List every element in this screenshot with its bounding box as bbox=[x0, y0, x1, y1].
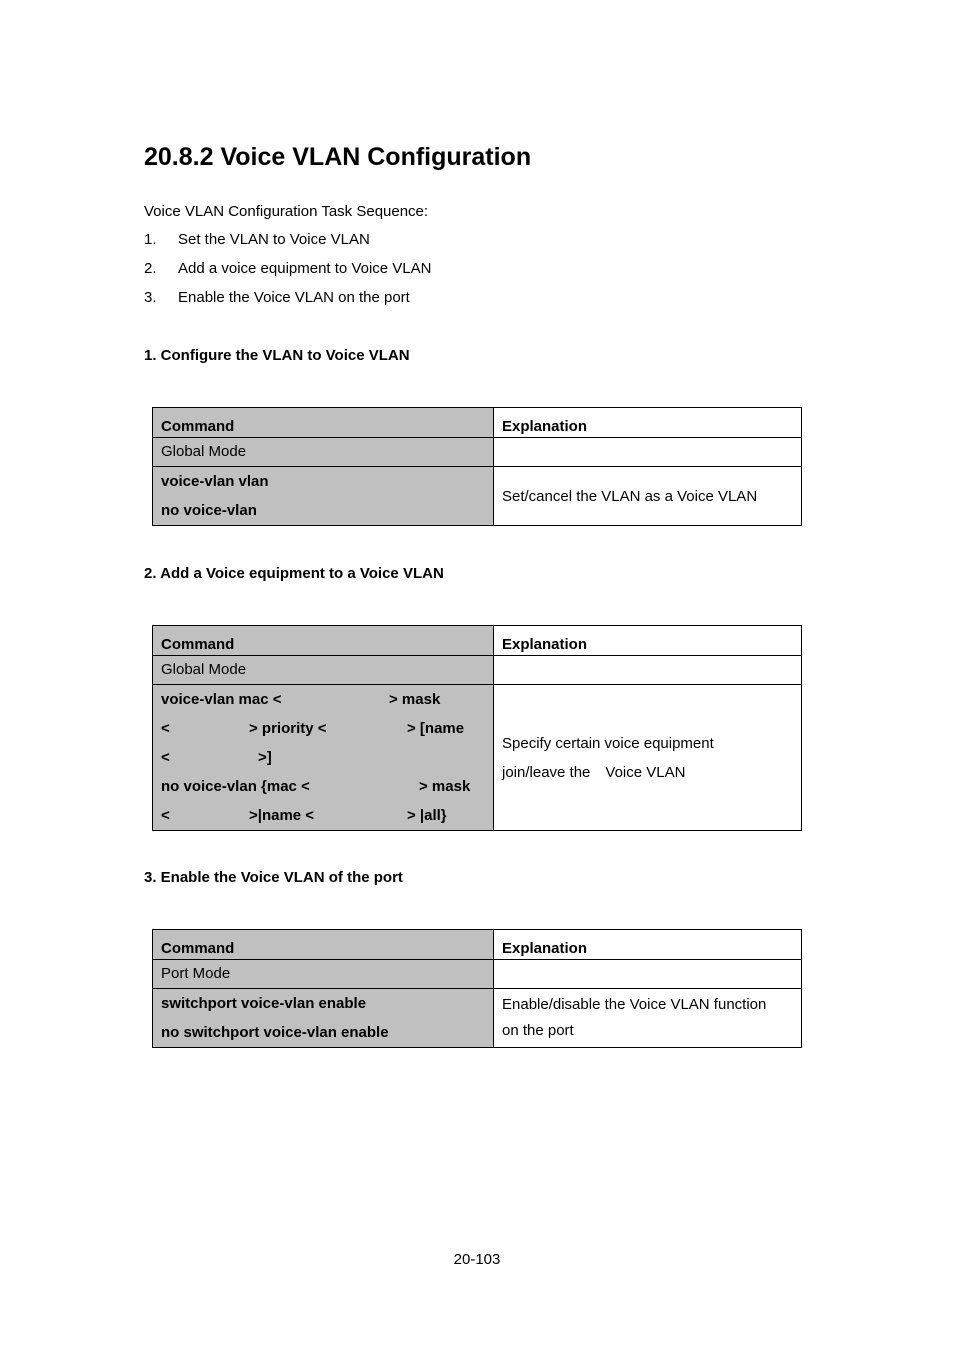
explanation-cell bbox=[494, 989, 802, 1048]
command-fragment: >|name < bbox=[249, 807, 315, 824]
explanation-cell bbox=[494, 467, 802, 526]
explanation-line: Enable/disable the Voice VLAN function bbox=[502, 996, 767, 1013]
command-line bbox=[161, 743, 485, 772]
column-header-command: Command bbox=[153, 930, 494, 960]
command-fragment: > |all} bbox=[407, 807, 447, 824]
command-cell bbox=[153, 467, 494, 526]
command-fragment: no voice-vlan {mac < bbox=[161, 778, 310, 795]
command-fragment: < bbox=[161, 807, 170, 824]
command-line: switchport voice-vlan enable bbox=[161, 995, 367, 1012]
command-fragment: > [name bbox=[407, 720, 465, 737]
task-item: Set the VLAN to Voice VLAN bbox=[178, 231, 370, 248]
command-fragment: > mask bbox=[389, 691, 441, 708]
empty-cell bbox=[494, 656, 802, 685]
command-fragment: > priority < bbox=[249, 720, 327, 737]
explanation-line: on the port bbox=[502, 1022, 574, 1039]
command-line bbox=[161, 772, 485, 801]
column-header-explanation: Explanation bbox=[494, 626, 802, 656]
command-line bbox=[161, 685, 485, 714]
task-number: 3. bbox=[144, 289, 157, 306]
intro-text: Voice VLAN Configuration Task Sequence: bbox=[144, 203, 429, 220]
task-item: Enable the Voice VLAN on the port bbox=[178, 289, 410, 306]
task-number: 1. bbox=[144, 231, 157, 248]
command-table bbox=[152, 625, 802, 831]
empty-cell bbox=[494, 960, 802, 989]
column-header-explanation: Explanation bbox=[494, 408, 802, 438]
column-header-explanation: Explanation bbox=[494, 930, 802, 960]
command-table bbox=[152, 407, 802, 526]
command-line: no voice-vlan bbox=[161, 502, 257, 519]
explanation-line: Specify certain voice equipment bbox=[502, 734, 714, 752]
explanation-cell bbox=[494, 685, 802, 831]
command-cell bbox=[153, 685, 494, 831]
task-number: 2. bbox=[144, 260, 157, 277]
page-title: 20.8.2 Voice VLAN Configuration bbox=[144, 143, 532, 171]
command-fragment: voice-vlan mac < bbox=[161, 691, 282, 708]
mode-label: Port Mode bbox=[153, 960, 494, 989]
command-line bbox=[161, 714, 485, 743]
section-heading: 1. Configure the VLAN to Voice VLAN bbox=[144, 347, 410, 364]
task-item: Add a voice equipment to Voice VLAN bbox=[178, 260, 432, 277]
empty-cell bbox=[494, 438, 802, 467]
section-heading: 2. Add a Voice equipment to a Voice VLAN bbox=[144, 565, 444, 582]
column-header-command: Command bbox=[153, 626, 494, 656]
mode-label: Global Mode bbox=[153, 438, 494, 467]
command-cell bbox=[153, 989, 494, 1048]
column-header-command: Command bbox=[153, 408, 494, 438]
command-table bbox=[152, 929, 802, 1048]
command-line: voice-vlan vlan bbox=[161, 473, 269, 490]
mode-label: Global Mode bbox=[153, 656, 494, 685]
explanation-line: join/leave the Voice VLAN bbox=[502, 763, 686, 781]
command-line: no switchport voice-vlan enable bbox=[161, 1024, 389, 1041]
command-line bbox=[161, 801, 485, 830]
page-number: 20-103 bbox=[453, 1251, 501, 1268]
command-fragment: >] bbox=[258, 749, 272, 766]
command-fragment: < bbox=[161, 749, 170, 766]
section-heading: 3. Enable the Voice VLAN of the port bbox=[144, 869, 403, 886]
explanation-line: Set/cancel the VLAN as a Voice VLAN bbox=[502, 487, 758, 505]
command-fragment: < bbox=[161, 720, 170, 737]
command-fragment: > mask bbox=[419, 778, 471, 795]
